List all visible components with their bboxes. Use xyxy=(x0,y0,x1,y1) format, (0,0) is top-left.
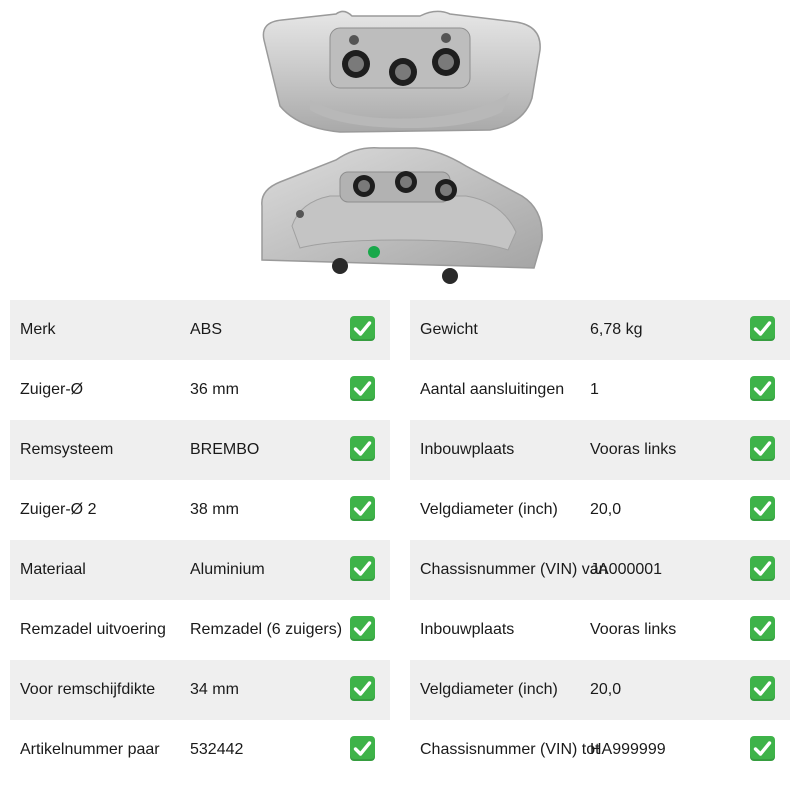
spec-value: Vooras links xyxy=(590,621,677,638)
spec-label: Velgdiameter (inch) xyxy=(420,681,558,698)
spec-value: BREMBO xyxy=(190,441,260,458)
spec-label: Velgdiameter (inch) xyxy=(420,501,558,518)
spec-label: Materiaal xyxy=(20,561,86,578)
check-icon xyxy=(350,556,375,581)
spec-value: Vooras links xyxy=(590,441,677,458)
caliper-top-view xyxy=(263,11,540,132)
spec-row xyxy=(10,420,390,480)
caliper-side-view xyxy=(262,148,542,284)
spec-row xyxy=(10,720,390,780)
check-icon xyxy=(350,316,375,341)
spec-label: Chassisnummer (VIN) van xyxy=(420,561,608,578)
check-icon xyxy=(750,376,775,401)
spec-label: Inbouwplaats xyxy=(420,441,515,458)
check-icon xyxy=(350,616,375,641)
spec-value: JA000001 xyxy=(590,561,663,578)
spec-label: Chassisnummer (VIN) tot xyxy=(420,741,600,758)
spec-label: Remsysteem xyxy=(20,441,114,458)
spec-row xyxy=(410,480,790,540)
spec-label: Zuiger-Ø 2 xyxy=(20,501,97,518)
spec-row xyxy=(10,660,390,720)
spec-row xyxy=(410,720,790,780)
spec-value: ABS xyxy=(190,321,223,338)
check-icon xyxy=(750,736,775,761)
spec-value: 38 mm xyxy=(190,501,239,518)
check-icon xyxy=(350,376,375,401)
spec-row xyxy=(410,360,790,420)
spec-label: Zuiger-Ø xyxy=(20,381,84,398)
spec-value: 20,0 xyxy=(590,681,622,698)
check-icon xyxy=(350,436,375,461)
check-icon xyxy=(750,676,775,701)
spec-row xyxy=(410,660,790,720)
check-icon xyxy=(750,556,775,581)
spec-row xyxy=(10,600,390,660)
spec-row xyxy=(10,300,390,360)
check-icon xyxy=(750,316,775,341)
check-icon xyxy=(350,496,375,521)
spec-label: Voor remschijfdikte xyxy=(20,681,156,698)
spec-row xyxy=(10,480,390,540)
spec-row xyxy=(410,420,790,480)
spec-value: 34 mm xyxy=(190,681,239,698)
spec-row xyxy=(410,540,790,600)
spec-label: Inbouwplaats xyxy=(420,621,515,638)
brake-caliper-image xyxy=(240,0,560,292)
spec-value: HA999999 xyxy=(590,741,666,758)
spec-table-left xyxy=(10,300,390,780)
check-icon xyxy=(350,676,375,701)
spec-value: 20,0 xyxy=(590,501,622,518)
check-icon xyxy=(750,496,775,521)
spec-label: Aantal aansluitingen xyxy=(420,381,565,398)
spec-value: 532442 xyxy=(190,741,244,758)
spec-row xyxy=(410,600,790,660)
check-icon xyxy=(750,436,775,461)
spec-value: 1 xyxy=(590,381,599,398)
spec-value: 6,78 kg xyxy=(590,321,643,338)
spec-label: Remzadel uitvoering xyxy=(20,621,166,638)
spec-label: Gewicht xyxy=(420,321,478,338)
spec-label: Artikelnummer paar xyxy=(20,741,160,758)
spec-row xyxy=(10,540,390,600)
check-icon xyxy=(750,616,775,641)
spec-value: 36 mm xyxy=(190,381,239,398)
check-icon xyxy=(350,736,375,761)
spec-value: Remzadel (6 zuigers) xyxy=(190,621,343,638)
spec-value: Aluminium xyxy=(190,561,265,578)
spec-table-right xyxy=(410,300,790,780)
spec-row xyxy=(10,360,390,420)
spec-label: Merk xyxy=(20,321,56,338)
spec-row xyxy=(410,300,790,360)
